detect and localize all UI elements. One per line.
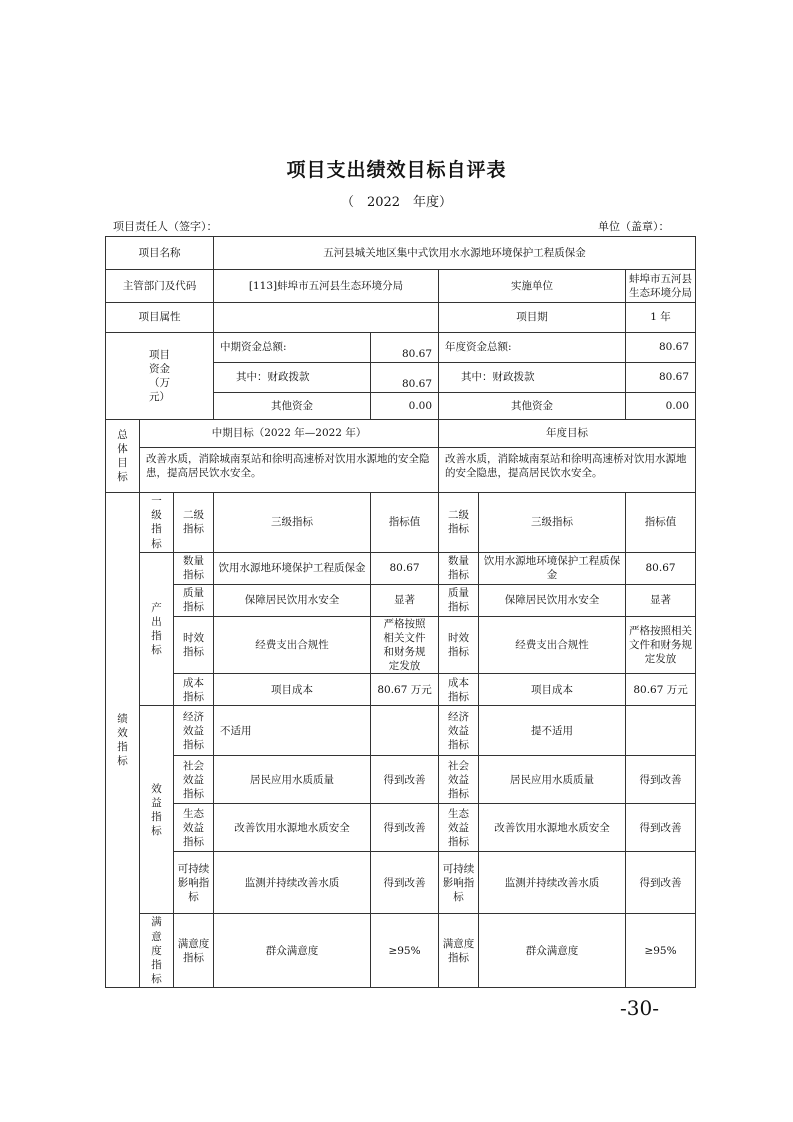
indicator-level3: 居民应用水质质量 xyxy=(214,756,371,804)
mid-total-value: 80.67 xyxy=(371,333,439,363)
indicator-value: 得到改善 xyxy=(371,852,439,914)
funds-label: 项目资金（万元） xyxy=(106,333,214,420)
year-indicator-level2: 时效指标 xyxy=(439,616,479,674)
indicator-level2: 可持续影响指标 xyxy=(174,852,214,914)
project-name-label: 项目名称 xyxy=(106,237,214,270)
year-indicator-level3: 保障居民饮用水安全 xyxy=(479,584,626,616)
indicator-level3: 饮用水源地环境保护工程质保金 xyxy=(214,552,371,584)
year-indicator-value xyxy=(626,706,696,756)
year-indicator-level2: 社会效益指标 xyxy=(439,756,479,804)
mid-goal-text: 改善水质，消除城南泵站和徐明高速桥对饮用水源地的安全隐患，提高居民饮水安全。 xyxy=(140,448,439,493)
indicator-level2: 社会效益指标 xyxy=(174,756,214,804)
year-fiscal-value: 80.67 xyxy=(626,363,696,393)
indicator-level2: 成本指标 xyxy=(174,674,214,706)
indicator-value: 得到改善 xyxy=(371,756,439,804)
indicator-level2: 数量指标 xyxy=(174,552,214,584)
year-level2-header: 二级指标 xyxy=(439,493,479,553)
indicator-value: 显著 xyxy=(371,584,439,616)
project-attr-label: 项目属性 xyxy=(106,303,214,333)
year-indicator-level3: 饮用水源地环境保护工程质保金 xyxy=(479,552,626,584)
mid-fiscal-value: 80.67 xyxy=(371,363,439,393)
dept-label: 主管部门及代码 xyxy=(106,270,214,303)
indicator-level2: 经济效益指标 xyxy=(174,706,214,756)
page-title: 项目支出绩效目标自评表 xyxy=(286,159,507,181)
indicator-value: 80.67 万元 xyxy=(371,674,439,706)
year-fiscal-label: 其中：财政拨款 xyxy=(439,363,626,393)
page-number: -30- xyxy=(620,996,659,1020)
indicator-value xyxy=(371,706,439,756)
project-attr-value xyxy=(214,303,439,333)
impl-unit-label: 实施单位 xyxy=(439,270,626,303)
indicator-level3: 保障居民饮用水安全 xyxy=(214,584,371,616)
year-indicator-level3: 群众满意度 xyxy=(479,914,626,988)
indicator-level2: 满意度指标 xyxy=(174,914,214,988)
indicator-level3: 不适用 xyxy=(214,706,371,756)
year-indicator-level3: 改善饮用水源地水质安全 xyxy=(479,804,626,852)
year-indicator-level2: 数量指标 xyxy=(439,552,479,584)
mid-other-label: 其他资金 xyxy=(214,393,371,420)
indicator-level3: 改善饮用水源地水质安全 xyxy=(214,804,371,852)
year-indicator-level3: 提不适用 xyxy=(479,706,626,756)
indicator-level3: 监测并持续改善水质 xyxy=(214,852,371,914)
benefit-indicator-label: 效益指标 xyxy=(140,706,174,914)
year-indicator-value: 80.67 万元 xyxy=(626,674,696,706)
unit-seal-label: 单位（盖章）： xyxy=(598,220,670,233)
year-indicator-value: 显著 xyxy=(626,584,696,616)
project-name-value: 五河县城关地区集中式饮用水水源地环境保护工程质保金 xyxy=(214,237,696,270)
indicator-level3: 群众满意度 xyxy=(214,914,371,988)
year-other-label: 其他资金 xyxy=(439,393,626,420)
year-indicator-value: 得到改善 xyxy=(626,852,696,914)
mid-fiscal-label: 其中：财政拨款 xyxy=(214,363,371,393)
year-total-label: 年度资金总额: xyxy=(439,333,626,363)
mid-other-value: 0.00 xyxy=(371,393,439,420)
evaluation-table xyxy=(105,236,696,988)
year-indicator-value: 得到改善 xyxy=(626,756,696,804)
year-indicator-level3: 项目成本 xyxy=(479,674,626,706)
year-indicator-level2: 经济效益指标 xyxy=(439,706,479,756)
perf-indicator-label: 绩效指标 xyxy=(106,493,140,988)
dept-value: [113]蚌埠市五河县生态环境分局 xyxy=(214,270,439,303)
year-indicator-level2: 成本指标 xyxy=(439,674,479,706)
mid-total-label: 中期资金总额: xyxy=(214,333,371,363)
year-other-value: 0.00 xyxy=(626,393,696,420)
year-value-header: 指标值 xyxy=(626,493,696,553)
indicator-value: 严格按照相关文件和财务规定发放 xyxy=(371,616,439,674)
value-header: 指标值 xyxy=(371,493,439,553)
indicator-value: ≥95% xyxy=(371,914,439,988)
year-indicator-level2: 满意度指标 xyxy=(439,914,479,988)
indicator-level2: 生态效益指标 xyxy=(174,804,214,852)
year-total-value: 80.67 xyxy=(626,333,696,363)
satisfaction-indicator-label: 满意度指标 xyxy=(140,914,174,988)
impl-unit-value: 蚌埠市五河县生态环境分局 xyxy=(626,270,696,303)
year-indicator-level2: 质量指标 xyxy=(439,584,479,616)
mid-goal-header: 中期目标（2022 年—2022 年） xyxy=(140,420,439,448)
project-period-label: 项目期 xyxy=(439,303,626,333)
indicator-level2: 时效指标 xyxy=(174,616,214,674)
level2-header: 二级指标 xyxy=(174,493,214,553)
year-indicator-level3: 居民应用水质质量 xyxy=(479,756,626,804)
indicator-value: 得到改善 xyxy=(371,804,439,852)
indicator-value: 80.67 xyxy=(371,552,439,584)
year-indicator-level3: 监测并持续改善水质 xyxy=(479,852,626,914)
year-indicator-level3: 经费支出合规性 xyxy=(479,616,626,674)
project-period-value: 1 年 xyxy=(626,303,696,333)
level1-header: 一级指标 xyxy=(140,493,174,553)
level3-header: 三级指标 xyxy=(214,493,371,553)
responsible-signature-label: 项目责任人（签字）： xyxy=(113,220,218,233)
year-indicator-level2: 可持续影响指标 xyxy=(439,852,479,914)
year-indicator-value: 80.67 xyxy=(626,552,696,584)
year-indicator-value: 严格按照相关文件和财务规定发放 xyxy=(626,616,696,674)
output-indicator-label: 产出指标 xyxy=(140,552,174,706)
indicator-level3: 经费支出合规性 xyxy=(214,616,371,674)
year-level3-header: 三级指标 xyxy=(479,493,626,553)
year-goal-header: 年度目标 xyxy=(439,420,696,448)
indicator-level3: 项目成本 xyxy=(214,674,371,706)
year-goal-text: 改善水质，消除城南泵站和徐明高速桥对饮用水源地的安全隐患，提高居民饮水安全。 xyxy=(439,448,696,493)
year-label: （ 2022 年度） xyxy=(340,195,453,210)
indicator-level2: 质量指标 xyxy=(174,584,214,616)
year-indicator-value: 得到改善 xyxy=(626,804,696,852)
overall-goal-label: 总体目标 xyxy=(106,420,140,493)
year-indicator-level2: 生态效益指标 xyxy=(439,804,479,852)
year-indicator-value: ≥95% xyxy=(626,914,696,988)
